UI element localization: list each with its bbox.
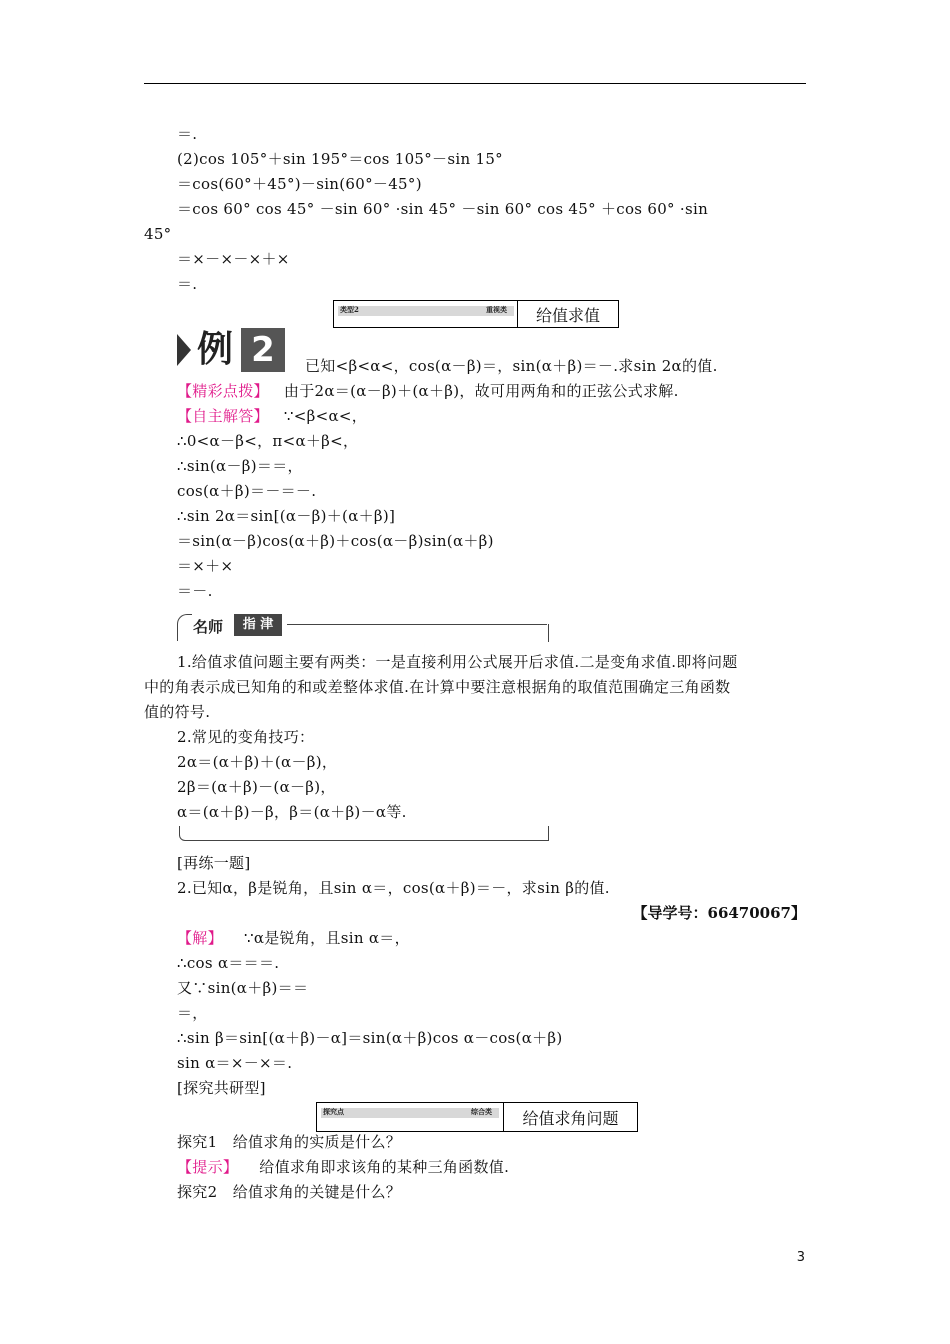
- text-line: ＝－.: [177, 582, 213, 600]
- text-line: ＝sin(α－β)cos(α＋β)＋cos(α－β)sin(α＋β): [177, 532, 494, 550]
- explore-box-left-tag: 探究点: [323, 1107, 344, 1116]
- text-line: 2.常见的变角技巧：: [177, 728, 315, 746]
- type-box-right-tag: 重视类: [486, 305, 507, 314]
- explore-question-2: 探究2 给值求角的关键是什么？: [177, 1183, 402, 1201]
- type-box-left-tag: 类型2: [340, 305, 359, 314]
- answer-label: 【自主解答】: [177, 407, 269, 425]
- text-line: 又∵sin(α＋β)＝＝: [177, 979, 309, 997]
- teacher-tip-header: [177, 612, 549, 642]
- explore-box-right-tag: 综合类: [471, 1107, 492, 1116]
- teacher-label: 名师: [193, 618, 224, 636]
- text-line: ＝cos(60°＋45°)－sin(60°－45°): [177, 175, 422, 193]
- arrow-icon: [177, 334, 191, 366]
- text-line: ＝×－×－×＋×: [177, 250, 290, 268]
- text-line: ∴sin β＝sin[(α＋β)－α]＝sin(α＋β)cos α－cos(α＋β): [177, 1029, 563, 1047]
- teacher-label-tag: 指 津: [234, 614, 282, 636]
- text-line: 2α＝(α＋β)＋(α－β)，: [177, 753, 338, 771]
- explore-box-title: 给值求角问题: [503, 1103, 637, 1131]
- text-line: cos(α＋β)＝－＝－.: [177, 482, 317, 500]
- tip-line: [177, 1157, 509, 1177]
- practice-title: [再练一题]: [177, 854, 251, 872]
- explore-question-1: 探究1 给值求角的实质是什么？: [177, 1133, 402, 1151]
- text-line: ＝×＋×: [177, 557, 234, 575]
- example-text: 已知<β<α<，cos(α－β)＝，sin(α＋β)＝－.求sin 2α的值.: [305, 357, 718, 375]
- answer-first: ∵<β<α<，: [283, 407, 368, 425]
- text-line: 1.给值求值问题主要有两类：一是直接利用公式展开后求值.二是变角求值.即将问题: [177, 653, 738, 671]
- text-line: 45°: [144, 225, 172, 243]
- type-box: [333, 300, 619, 328]
- text-line: ＝，: [177, 1004, 208, 1022]
- text-line: ＝cos 60° cos 45° －sin 60° ·sin 45° －sin 60° cos 45° ＋cos 60° ·sin: [177, 200, 709, 218]
- type-box-title: 给值求值: [517, 301, 618, 327]
- practice-question: 2.已知α，β是锐角，且sin α＝，cos(α＋β)＝－，求sin β的值.: [177, 879, 610, 897]
- tip-label: 【提示】: [177, 1158, 239, 1176]
- example-char: 例: [197, 329, 234, 370]
- teacher-tip-bracket: [179, 826, 549, 841]
- explore-box: [316, 1102, 638, 1132]
- text-line: α＝(α＋β)－β，β＝(α＋β)－α等.: [177, 803, 407, 821]
- hint-text: 由于2α＝(α－β)＋(α＋β)，故可用两角和的正弦公式求解.: [283, 382, 679, 400]
- example-number: 2: [241, 328, 285, 372]
- teacher-rule: [287, 624, 547, 625]
- text-line: 值的符号.: [144, 703, 211, 721]
- teacher-rule-end: [548, 624, 549, 642]
- text-line: sin α＝×－×＝.: [177, 1054, 293, 1072]
- text-line: ∴sin(α－β)＝＝，: [177, 457, 303, 475]
- text-line: ＝.: [177, 125, 198, 143]
- text-line: ∴cos α＝＝＝.: [177, 954, 280, 972]
- text-line: [探究共研型]: [177, 1079, 266, 1097]
- header-rule: [144, 83, 806, 84]
- text-line: ＝.: [177, 275, 198, 293]
- solution-label: 【解】: [177, 929, 223, 947]
- solution-line: [177, 928, 410, 948]
- text-line: ∴0<α－β<，π<α＋β<，: [177, 432, 359, 450]
- text-line: 中的角表示成已知角的和或差整体求值.在计算中要注意根据角的取值范围确定三角函数: [144, 678, 731, 696]
- practice-ref: 【导学号：66470067】: [632, 904, 806, 922]
- answer-line: [177, 406, 367, 426]
- page-number: 3: [796, 1250, 805, 1265]
- solution-first: ∵α是锐角，且sin α＝，: [243, 929, 410, 947]
- text-line: 2β＝(α＋β)－(α－β)，: [177, 778, 336, 796]
- tip-text: 给值求角即求该角的某种三角函数值.: [259, 1158, 510, 1176]
- text-line: ∴sin 2α＝sin[(α－β)＋(α＋β)]: [177, 507, 396, 525]
- hint-label: 【精彩点拨】: [177, 382, 269, 400]
- example-badge: [177, 328, 287, 372]
- text-line: (2)cos 105°＋sin 195°＝cos 105°－sin 15°: [177, 150, 503, 168]
- hint-line: [177, 381, 679, 401]
- bracket-curve: [177, 614, 192, 641]
